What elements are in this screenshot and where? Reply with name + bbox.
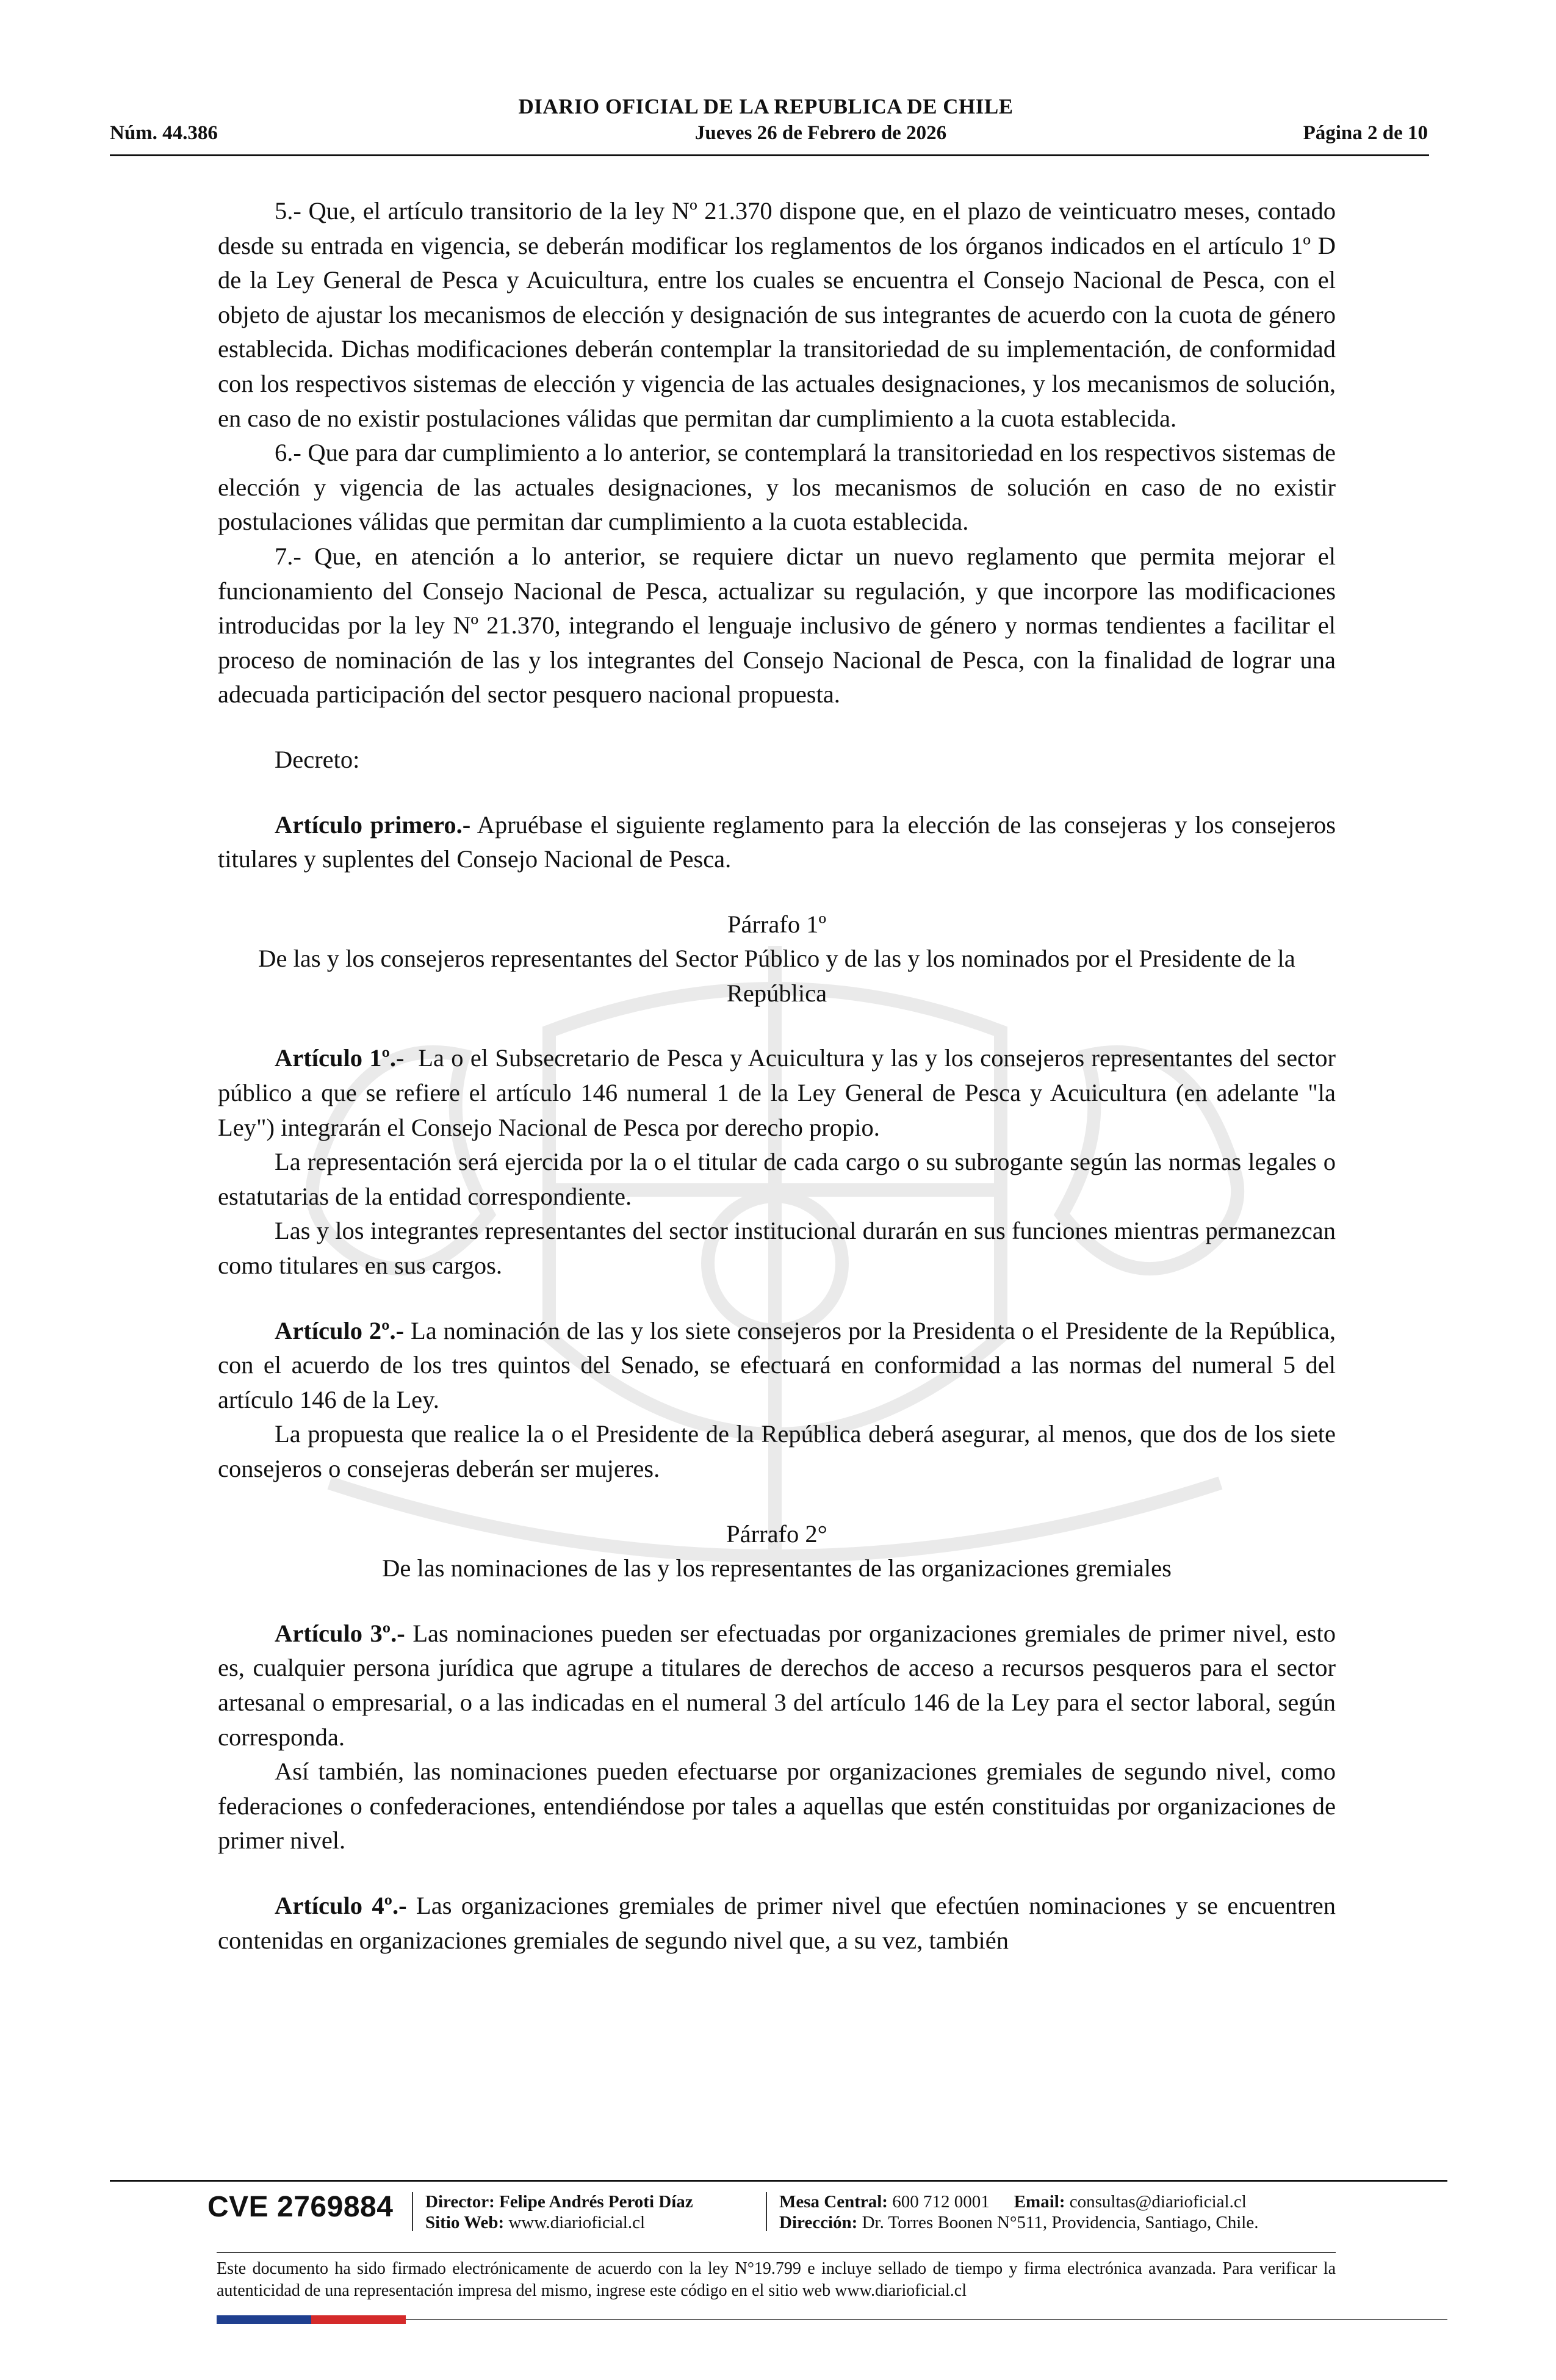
article-1-label: Artículo 1º.- bbox=[275, 1044, 405, 1072]
footer-contact-block bbox=[779, 2191, 1258, 2233]
phone-number: 600 712 0001 bbox=[887, 2192, 990, 2212]
article-3-text: Las nominaciones pueden ser efectuadas por organizaciones gremiales de primer nivel, esto es, cualquier persona jurídica que agrupe a titulares de derechos de acceso a recursos pesqueros para el sector artesanal o empresarial, o a las indicadas en el numeral 3 del artículo 146 de la Ley para el sector laboral, según corresponda. bbox=[218, 1619, 1336, 1751]
decreto-heading: Decreto: bbox=[275, 745, 360, 773]
address-value: Dr. Torres Boonen N°511, Providencia, Santiago, Chile. bbox=[857, 2213, 1259, 2232]
contact-line bbox=[779, 2191, 1258, 2212]
footer-separator bbox=[766, 2192, 767, 2231]
parrafo-2-subtitle: De las nominaciones de las y los representantes de las organizaciones gremiales bbox=[382, 1554, 1172, 1582]
footer-divider bbox=[217, 2252, 1336, 2253]
footer-director-block bbox=[425, 2191, 693, 2233]
article-4-label: Artículo 4º.- bbox=[275, 1891, 407, 1919]
email-label: Email: bbox=[1014, 2192, 1065, 2212]
article-3-label: Artículo 3º.- bbox=[275, 1619, 405, 1647]
document-body bbox=[218, 194, 1342, 1958]
article-4-text: Las organizaciones gremiales de primer nivel que efectúen nominaciones y se encuentren contenidas en organizaciones gremiales de segundo nivel que, a su vez, también bbox=[218, 1891, 1336, 1954]
cve-code: CVE 2769884 bbox=[207, 2191, 394, 2223]
phone-label: Mesa Central: bbox=[779, 2192, 888, 2212]
issue-number: Núm. 44.386 bbox=[110, 122, 218, 144]
footer-separator bbox=[412, 2192, 413, 2231]
email-link[interactable]: consultas@diarioficial.cl bbox=[1065, 2192, 1247, 2212]
signature-notice: Este documento ha sido firmado electrónicamente de acuerdo con la ley N°19.799 e incluye sellado de tiempo y firma electrónica avanzada. Para verificar la autenticidad de una representación impresa del mismo, ingrese este código en el sitio web www.diarioficial.cl bbox=[217, 2259, 1336, 2300]
issue-date: Jueves 26 de Febrero de 2026 bbox=[694, 122, 947, 144]
article-3-paragraph-2: Así también, las nominaciones pueden efectuarse por organizaciones gremiales de segundo nivel, como federaciones o confederaciones, entendiéndose por tales a aquellas que estén constituidas por organizaciones de primer nivel. bbox=[218, 1758, 1336, 1855]
article-1-paragraph-2: La representación será ejercida por la o el titular de cada cargo o su subrogante según las normas legales o estatutarias de la entidad correspondiente. bbox=[218, 1148, 1336, 1210]
header-divider bbox=[110, 154, 1429, 156]
parrafo-1-title: Párrafo 1º bbox=[727, 910, 827, 938]
article-primero-label: Artículo primero.- bbox=[275, 810, 471, 838]
paragraph-considerando-7: 7.- Que, en atención a lo anterior, se requiere dictar un nuevo reglamento que permita mejorar el funcionamiento del Consejo Nacional de Pesca, actualizar su regulación, y que incorpore las modificaciones introducidas por la ley Nº 21.370, integrando el lenguaje inclusivo de género y normas tendientes a facilitar el proceso de nominación de las y los integrantes del Consejo Nacional de Pesca, con la finalidad de lograr una adecuada participación del sector pesquero nacional propuesta. bbox=[218, 542, 1336, 709]
bar-red-segment bbox=[311, 2315, 406, 2324]
article-1-text: La o el Subsecretario de Pesca y Acuicultura y las y los consejeros representantes del sector público a que se refiere el artículo 146 numeral 1 de la Ley General de Pesca y Acuicultura (en adelante "la Ley") integrarán el Consejo Nacional de Pesca por derecho propio. bbox=[218, 1044, 1342, 1141]
article-primero-text: Apruébase el siguiente reglamento para la elección de las consejeras y los consejeros titulares y suplentes del Consejo Nacional de Pesca. bbox=[218, 810, 1336, 873]
article-1-paragraph-3: Las y los integrantes representantes del sector institucional durarán en sus funciones mientras permanezcan como titulares en sus cargos. bbox=[218, 1217, 1336, 1280]
director-name: Felipe Andrés Peroti Díaz bbox=[494, 2192, 693, 2212]
bar-blue-segment bbox=[217, 2315, 311, 2324]
page-indicator: Página 2 de 10 bbox=[1303, 122, 1428, 144]
paragraph-considerando-6: 6.- Que para dar cumplimiento a lo anterior, se contemplará la transitoriedad en los respectivos sistemas de elección y vigencia de las actuales designaciones, y los mecanismos de solución en caso de no existir postulaciones válidas que permitan dar cumplimiento a la cuota establecida. bbox=[218, 439, 1336, 536]
website-label: Sitio Web: bbox=[425, 2213, 505, 2232]
flag-color-bar bbox=[217, 2315, 406, 2324]
article-2 bbox=[218, 1314, 1336, 1418]
footer-bottom-divider bbox=[406, 2319, 1447, 2320]
header-row bbox=[110, 122, 1428, 151]
parrafo-1-subtitle: De las y los consejeros representantes del Sector Público y de las y los nominados por el Presidente de la República bbox=[258, 945, 1295, 1007]
article-2-text: La nominación de las y los siete consejeros por la Presidenta o el Presidente de la República, con el acuerdo de los tres quintos del Senado, se efectuará en conformidad a las normas del numeral 5 del artículo 146 de la Ley. bbox=[218, 1316, 1336, 1413]
article-2-label: Artículo 2º.- bbox=[275, 1316, 405, 1344]
director-line bbox=[425, 2191, 693, 2212]
article-primero bbox=[218, 808, 1336, 877]
director-label: Director: bbox=[425, 2192, 495, 2212]
parrafo-2-title: Párrafo 2° bbox=[726, 1520, 827, 1548]
article-4 bbox=[218, 1889, 1336, 1958]
website-link[interactable]: www.diarioficial.cl bbox=[504, 2213, 646, 2232]
article-3 bbox=[218, 1617, 1336, 1754]
website-line bbox=[425, 2212, 693, 2233]
article-2-paragraph-2: La propuesta que realice la o el Presidente de la República deberá asegurar, al menos, que dos de los siete consejeros o consejeras deberán ser mujeres. bbox=[218, 1420, 1336, 1482]
footer-top-divider bbox=[110, 2180, 1447, 2182]
address-line bbox=[779, 2212, 1258, 2233]
article-1 bbox=[218, 1041, 1342, 1145]
paragraph-considerando-5: 5.- Que, el artículo transitorio de la ley Nº 21.370 dispone que, en el plazo de veinticuatro meses, contado desde su entrada en vigencia, se deberán modificar los reglamentos de los órganos indicados en el artículo 1º D de la Ley General de Pesca y Acuicultura, entre los cuales se encuentra el Consejo Nacional de Pesca, con el objeto de ajustar los mecanismos de elección y designación de sus integrantes de acuerdo con la cuota de género establecida. Dichas modificaciones deberán contemplar la transitoriedad de su implementación, de conformidad con los respectivos sistemas de elección y vigencia de las actuales designaciones, y los mecanismos de solución, en caso de no existir postulaciones válidas que permitan dar cumplimiento a la cuota establecida. bbox=[218, 197, 1336, 432]
newspaper-title: DIARIO OFICIAL DE LA REPUBLICA DE CHILE bbox=[518, 95, 1014, 118]
address-label: Dirección: bbox=[779, 2213, 858, 2232]
